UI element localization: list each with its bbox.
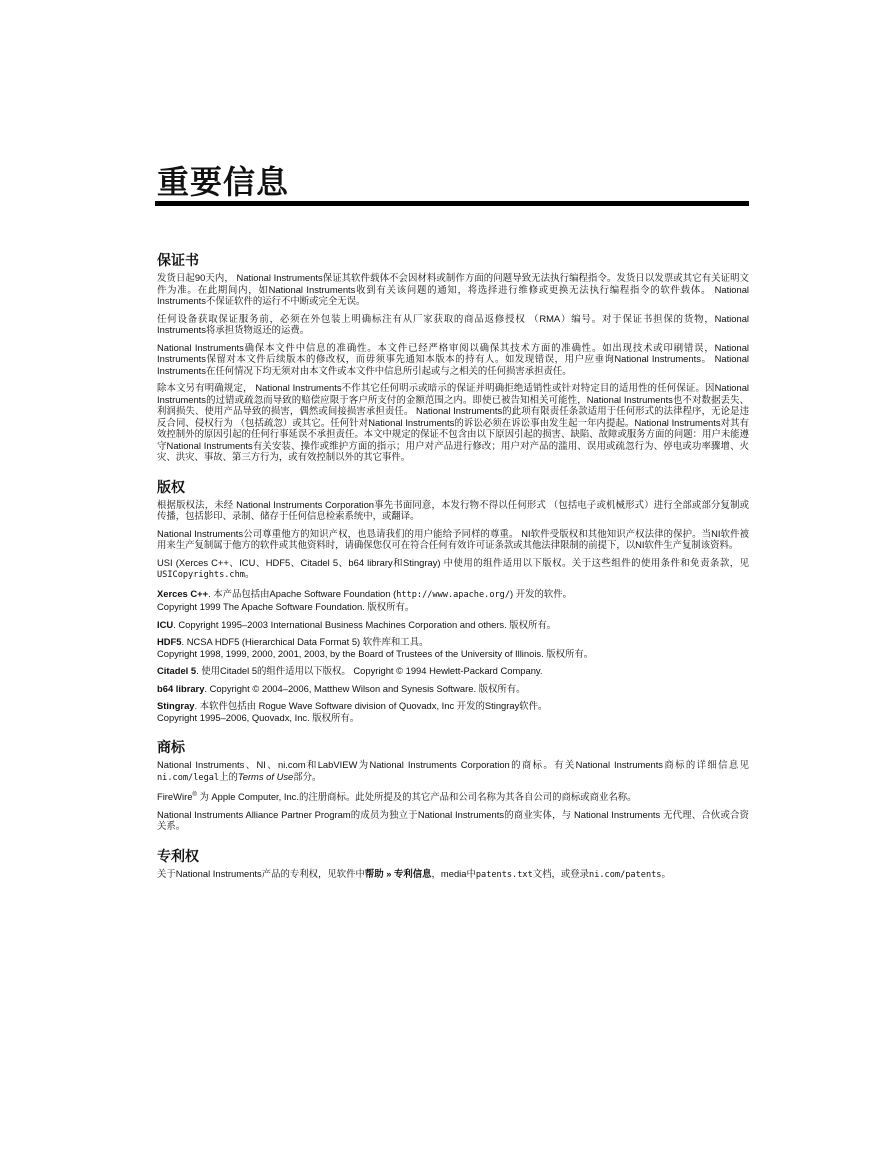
copyright-paragraph-3 xyxy=(157,557,749,582)
warranty-section xyxy=(157,252,749,463)
stingray-text: . 本软件包括由 Rogue Wave Software division of Quovadx, Inc 开发的Stingray软件。 xyxy=(194,700,548,711)
icu-label: ICU xyxy=(157,618,174,630)
terms-of-use: Terms of Use xyxy=(237,770,294,782)
b64-paragraph xyxy=(157,683,749,695)
xerces-copyright: Copyright 1999 The Apache Software Foundation. 版权所有。 xyxy=(157,601,415,612)
patents-section xyxy=(157,848,749,882)
patents-text-4: 。 xyxy=(661,867,671,879)
xerces-paragraph xyxy=(157,588,749,613)
usi-end: 。 xyxy=(244,568,255,579)
patents-paragraph xyxy=(157,868,749,882)
trademarks-paragraph-3: National Instruments Alliance Partner Program的成员为独立于National Instruments的商业实体，与 National Instruments 无代理、合伙或合资关系。 xyxy=(157,808,749,832)
citadel-paragraph xyxy=(157,665,749,677)
legal-url: ni.com/legal xyxy=(157,772,220,783)
copyright-section xyxy=(157,479,749,724)
patents-help-path: 帮助 » 专利信息 xyxy=(364,867,432,879)
icu-text: . Copyright 1995–2003 International Business Machines Corporation and others. 版权所有。 xyxy=(173,618,557,630)
copyright-heading: 版权 xyxy=(157,479,185,496)
hdf5-label: HDF5 xyxy=(157,636,182,647)
trademarks-paragraph-2 xyxy=(157,790,749,803)
warranty-paragraph-2: 任何设备获取保证服务前，必须在外包装上明确标注有从厂家获取的商品返修授权 （RMA）编号。对于保证书担保的货物，National Instruments将承担货物返还的运费。 xyxy=(157,312,749,335)
warranty-paragraph-1: 发货日起90天内， National Instruments保证其软件载体不会因材料或制作方面的问题导致无法执行编程指令。发货日以发票或其它有关证明文件为准。在此期间内，如National Instruments收到有关该问题的通知，将选择进行维修或更换无法执行编程指令的软件载体。 National Instruments不保证软件的运行不中断或完全无误。 xyxy=(157,272,749,306)
xerces-label: Xerces C++ xyxy=(157,587,209,599)
patents-text-3: 文档，或登录 xyxy=(532,867,590,879)
warranty-paragraph-3: National Instruments确保本文件中信息的准确性。本文件已经严格审阅以确保其技术方面的准确性。如出现技术或印刷错误，National Instruments保留对本文件后续版本的修改权，而毋须事先通知本版本的持有人。如发现错误，用户应垂询National Instruments。 National Instruments在任何情况下均无须对由本文件或本文件中信息所引起或与之相关的任何损害承担责任。 xyxy=(157,341,749,376)
stingray-label: Stingray xyxy=(157,700,195,711)
copyright-paragraph-2: National Instruments公司尊重他方的知识产权，也恳请我们的用户能给予同样的尊重。 NI软件受版权和其他知识产权法律的保护。当NI软件被用来生产复制属于他方的软件或其他资料时，请确保您仅可在符合任何有效许可证条款或其他法律限制的前提下，以NI软件生产复制该资料。 xyxy=(157,527,749,550)
page-title: 重要信息 xyxy=(157,163,290,201)
usi-text: USI (Xerces C++、ICU、HDF5、Citadel 5、b64 library和Stingray) 中使用的组件适用以下版权。关于这些组件的使用条件和免责条款，见 xyxy=(157,556,749,568)
content-area xyxy=(157,160,749,887)
stingray-paragraph xyxy=(157,700,749,723)
xerces-text-end: ) 开发的软件。 xyxy=(510,587,573,599)
hdf5-text: . NCSA HDF5 (Hierarchical Data Format 5) 软件库和工具。 xyxy=(181,636,429,647)
copyright-paragraph-1: 根据版权法，未经 National Instruments Corporation事先书面同意，本发行物不得以任何形式 （包括电子或机械形式）进行全部或部分复制或传播，包括影印、录制、储存于任何信息检索系统中，或翻译。 xyxy=(157,498,749,521)
stingray-copyright: Copyright 1995–2006, Quovadx, Inc. 版权所有。 xyxy=(157,711,360,723)
patents-text-2: ，media中 xyxy=(431,867,476,879)
patents-file-name: patents.txt xyxy=(475,869,533,880)
hdf5-paragraph xyxy=(157,636,749,659)
firewire-text: FireWire xyxy=(157,791,193,803)
icu-paragraph xyxy=(157,619,749,631)
warranty-heading: 保证书 xyxy=(157,253,199,269)
patents-text: 关于National Instruments产品的专利权，见软件中 xyxy=(157,867,365,879)
trademarks-text-3: 部分。 xyxy=(293,770,322,782)
trademarks-paragraph-1 xyxy=(157,759,749,784)
trademarks-text-2: 上的 xyxy=(219,770,238,782)
trademarks-section xyxy=(157,739,749,832)
b64-label: b64 library xyxy=(157,682,205,694)
citadel-label: Citadel 5 xyxy=(157,665,197,676)
usi-file-name: USICopyrights.chm xyxy=(157,570,245,580)
trademarks-heading: 商标 xyxy=(157,740,185,756)
trademarks-text: National Instruments、NI、ni.com和LabVIEW为National Instruments Corporation的商标。有关National Instruments商标的详细信息见 xyxy=(157,759,749,770)
b64-text: . Copyright © 2004–2006, Matthew Wilson and Synesis Software. 版权所有。 xyxy=(204,682,526,694)
warranty-paragraph-4: 除本文另有明确规定， National Instruments不作其它任何明示或暗示的保证并明确拒绝适销性或针对特定目的适用性的任何保证。因National Instruments的过错或疏忽而导致的赔偿应限于客户所支付的金额范围之内。即使已被告知相关可能性，National Instruments也不对数据丢失、利润损失、使用产品导致的损害，偶然或间接损害承担责任。 National Instruments的此项有限责任条款适用于任何形式的法律程序，无论是违反合同、侵权行为 （包括疏忽）或其它。任何针对National Instruments的诉讼必须在诉讼事由发生起一年内提起。National Instruments对其有效控制外的原因引起的任何行事延误不承担责任。本文中规定的保证不包含由以下原因引起的损害、缺陷、故障或服务方面的问题：用户未能遵守National Instruments有关安装、操作或维护方面的指示；用户对产品进行修改；用户对产品的滥用、误用或疏忽行为、停电或功率骤增、火灾、洪灾、事故、第三方行为，或有效控制以外的其它事件。 xyxy=(157,382,749,462)
citadel-text: . 使用Citadel 5的组件适用以下版权。 Copyright © 1994 Hewlett-Packard Company. xyxy=(196,665,543,676)
registered-mark: ® xyxy=(192,792,197,798)
patents-heading: 专利权 xyxy=(157,848,199,865)
firewire-text-2: 为 Apple Computer, Inc.的注册商标。此处所提及的其它产品和公司名称为其各自公司的商标或商业名称。 xyxy=(196,791,637,803)
xerces-text: . 本产品包括由Apache Software Foundation ( xyxy=(208,587,397,599)
apache-url: http://www.apache.org/ xyxy=(396,589,511,600)
hdf5-copyright: Copyright 1998, 1999, 2000, 2001, 2003, by the Board of Trustees of the University of Illinois. 版权所有。 xyxy=(157,647,594,659)
patents-url: ni.com/patents xyxy=(589,869,662,880)
